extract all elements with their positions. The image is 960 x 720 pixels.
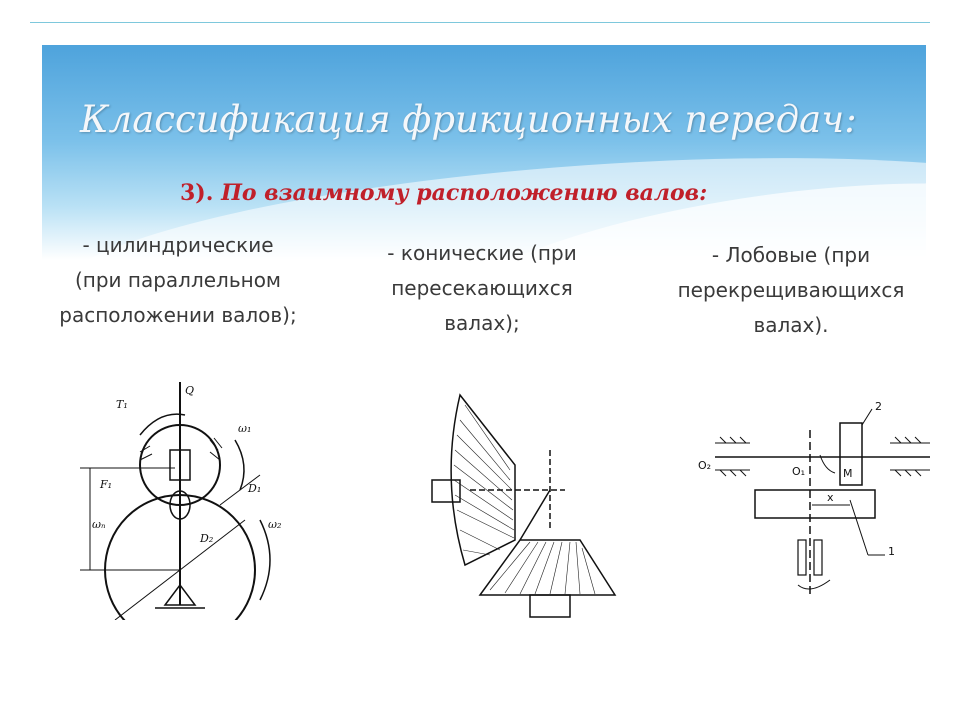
column-conical: [358, 236, 606, 341]
text-line: валах);: [444, 311, 520, 335]
figure-label: T₁: [116, 398, 128, 411]
text-line: валах).: [753, 313, 829, 337]
driven-disk: [755, 490, 875, 518]
subtitle-number: 3).: [180, 180, 214, 206]
figure-label: O₂: [698, 459, 712, 472]
column-frontal: [640, 238, 942, 343]
figure-label: D₂: [200, 532, 214, 545]
bottom-cone: [480, 540, 615, 595]
text-line: - цилиндрические: [82, 233, 274, 257]
text-line: пересекающихся: [391, 276, 573, 300]
figure-label: 1: [888, 545, 895, 558]
text-line: - конические (при: [387, 241, 577, 265]
text-line: - Лобовые (при: [711, 243, 871, 267]
text-line: перекрещивающихся: [677, 278, 905, 302]
text-line: расположении валов);: [59, 303, 297, 327]
figure-label: ω₁: [238, 422, 252, 435]
figure-label: O₁: [792, 465, 806, 478]
figure-label: F₁: [100, 478, 113, 491]
figure-label: ωₙ: [92, 518, 106, 531]
slide-title: Классификация фрикционных передач:: [80, 98, 857, 141]
figure-label: M: [843, 467, 853, 480]
figure-label: x: [827, 491, 834, 504]
top-rule: [30, 22, 930, 23]
slide-subtitle: [180, 180, 707, 206]
frontal-drive-diagram: [690, 395, 940, 605]
cylindrical-drive-diagram: [70, 380, 300, 620]
figure-label: ω₂: [268, 518, 282, 531]
figure-label: Q: [185, 384, 195, 397]
text-line: (при параллельном: [74, 268, 282, 292]
figure-label: 2: [875, 400, 882, 413]
subtitle-text: По взаимному расположению валов:: [221, 180, 708, 206]
conical-drive-diagram: [420, 390, 630, 630]
column-cylindrical: [22, 228, 334, 333]
figure-label: D₁: [248, 482, 262, 495]
